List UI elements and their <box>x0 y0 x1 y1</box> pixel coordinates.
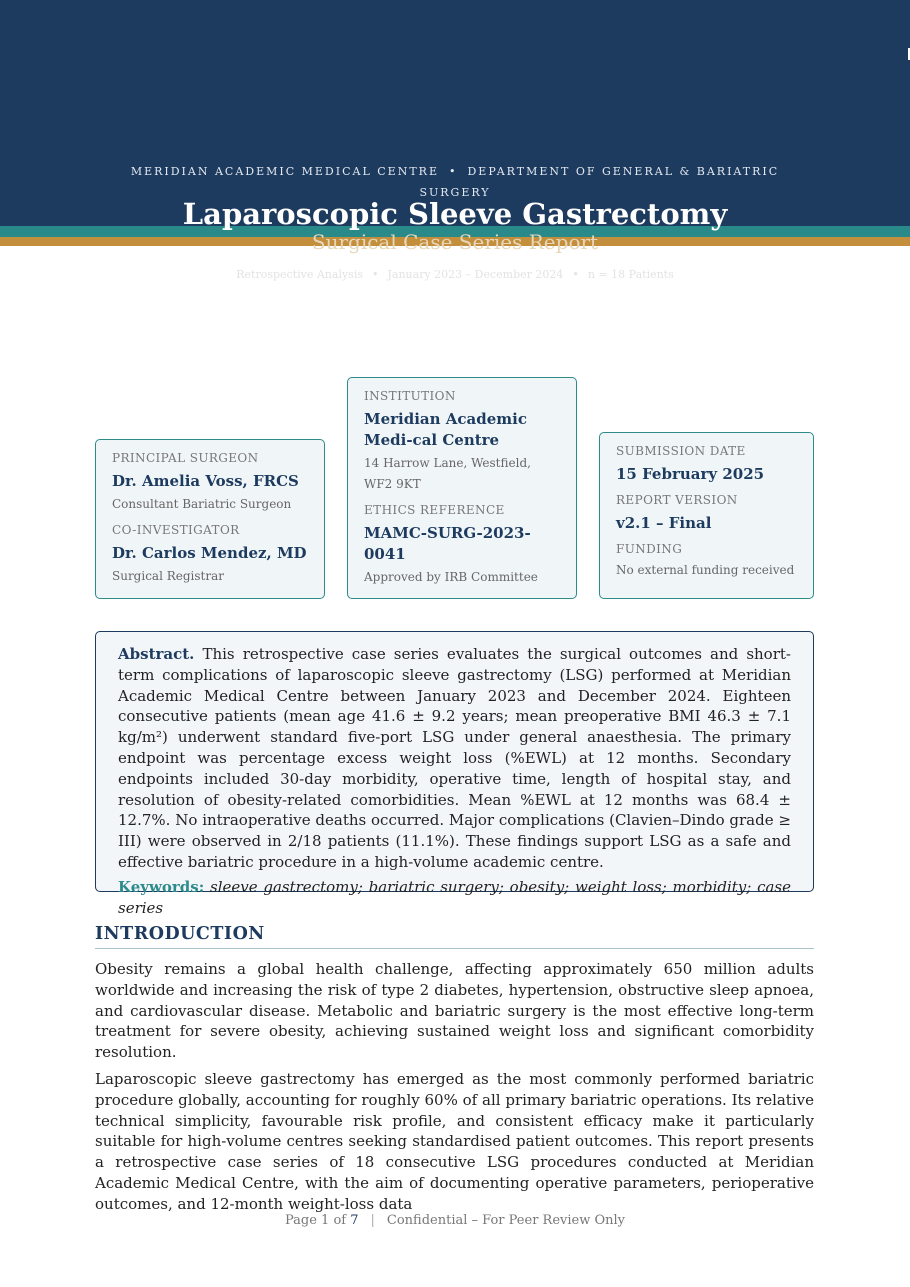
introduction-body <box>95 959 814 1221</box>
principal-surgeon-role: Consultant Bariatric Surgeon <box>112 497 292 511</box>
separator-dot-icon: • <box>572 268 579 281</box>
keywords-text: sleeve gastrectomy; bariatric surgery; obesity; weight loss; morbidity; case series <box>118 877 791 917</box>
institution-label: INSTITUTION <box>364 389 456 403</box>
page-label: Page 1 of <box>284 1213 347 1228</box>
institution-name: MERIDIAN ACADEMIC MEDICAL CENTRE <box>130 165 439 178</box>
footer-divider: | <box>370 1213 375 1228</box>
institution-address: 14 Harrow Lane, Westfield, WF2 9KT <box>364 456 531 491</box>
irb-approval: Approved by IRB Committee <box>364 570 538 584</box>
separator-dot-icon: • <box>448 165 458 178</box>
patient-count: n = 18 Patients <box>587 268 674 281</box>
introduction-heading: INTRODUCTION <box>95 922 814 949</box>
abstract-paragraph <box>118 644 791 873</box>
submission-card <box>599 432 814 599</box>
introduction-paragraph-2: Laparoscopic sleeve gastrectomy has emerged as the most commonly performed bariatric procedure globally, accounting for roughly 60% of all primary bariatric operations. Its relative technical simplicity, favourable risk profile, and consistent efficacy make it particularly suitable for high-volume centres seeking standardised patient outcomes. This report presents a retrospective case series of 18 consecutive LSG procedures conducted at Meridian Academic Medical Centre, with the aim of documenting operative parameters, perioperative outcomes, and 12-month weight-loss data <box>95 1069 814 1213</box>
keywords-label: Keywords: <box>118 877 205 896</box>
submission-date-label: SUBMISSION DATE <box>616 444 746 458</box>
confidential-note: Confidential – For Peer Review Only <box>386 1213 626 1228</box>
page-subtitle: Surgical Case Series Report <box>311 230 599 254</box>
study-type: Retrospective Analysis <box>236 268 363 281</box>
co-investigator-role: Surgical Registrar <box>112 569 224 583</box>
report-version-label: REPORT VERSION <box>616 493 738 507</box>
submission-date: 15 February 2025 <box>616 465 765 483</box>
institution-card <box>347 377 577 599</box>
abstract-label: Abstract. <box>118 645 195 663</box>
institution-card-name: Meridian Academic Medi-cal Centre <box>364 410 528 449</box>
co-investigator-label: CO-INVESTIGATOR <box>112 523 240 537</box>
funding-statement: No external funding received <box>616 563 795 577</box>
principal-surgeon-name: Dr. Amelia Voss, FRCS <box>112 472 299 490</box>
separator-dot-icon: • <box>372 268 379 281</box>
study-period: January 2023 – December 2024 <box>387 268 564 281</box>
co-investigator-name: Dr. Carlos Mendez, MD <box>112 544 307 562</box>
study-meta <box>0 268 910 281</box>
introduction-paragraph-1: Obesity remains a global health challenge, affecting approximately 650 million adults worldwide and increasing the risk of type 2 diabetes, hypertension, obstructive sleep apnoea, and cardiovascular disease. Metabolic and bariatric surgery is the most effective long-term treatment for severe obesity, achieving sustained weight loss and significant comorbidity resolution. <box>95 960 814 1062</box>
principal-surgeon-label: PRINCIPAL SURGEON <box>112 451 259 465</box>
page-title: Laparoscopic Sleeve Gastrectomy <box>182 197 728 231</box>
keywords-line <box>118 877 791 919</box>
report-version: v2.1 – Final <box>616 514 712 532</box>
ethics-reference: MAMC-SURG-2023-0041 <box>364 524 531 563</box>
ethics-reference-label: ETHICS REFERENCE <box>364 503 505 517</box>
abstract-text: This retrospective case series evaluates the surgical outcomes and short-term complications of laparoscopic sleeve gastrectomy (LSG) performed at Meridian Academic Medical Centre between January 2023 and December 2024. Eighteen consecutive patients (mean age 41.6 ± 9.2 years; mean preoperative BMI 46.3 ± 7.1 kg/m²) underwent standard five-port LSG under general anaesthesia. The primary endpoint was percentage excess weight loss (%EWL) at 12 months. Secondary endpoints included 30-day morbidity, operative time, length of hospital stay, and resolution of obesity-related comorbidities. Mean %EWL at 12 months was 68.4 ± 12.7%. No intraoperative deaths occurred. Major complications (Clavien–Dindo grade ≥ III) were observed in 2/18 patients (11.1%). These findings support LSG as a safe and effective bariatric procedure in a high-volume academic centre. <box>118 645 791 871</box>
funding-label: FUNDING <box>616 542 683 556</box>
surgeons-card <box>95 439 325 599</box>
abstract-box <box>95 631 814 917</box>
page-total: 7 <box>350 1213 359 1228</box>
department-name: DEPARTMENT OF GENERAL & BARIATRIC SURGERY <box>419 165 780 199</box>
page-footer <box>0 1213 910 1228</box>
